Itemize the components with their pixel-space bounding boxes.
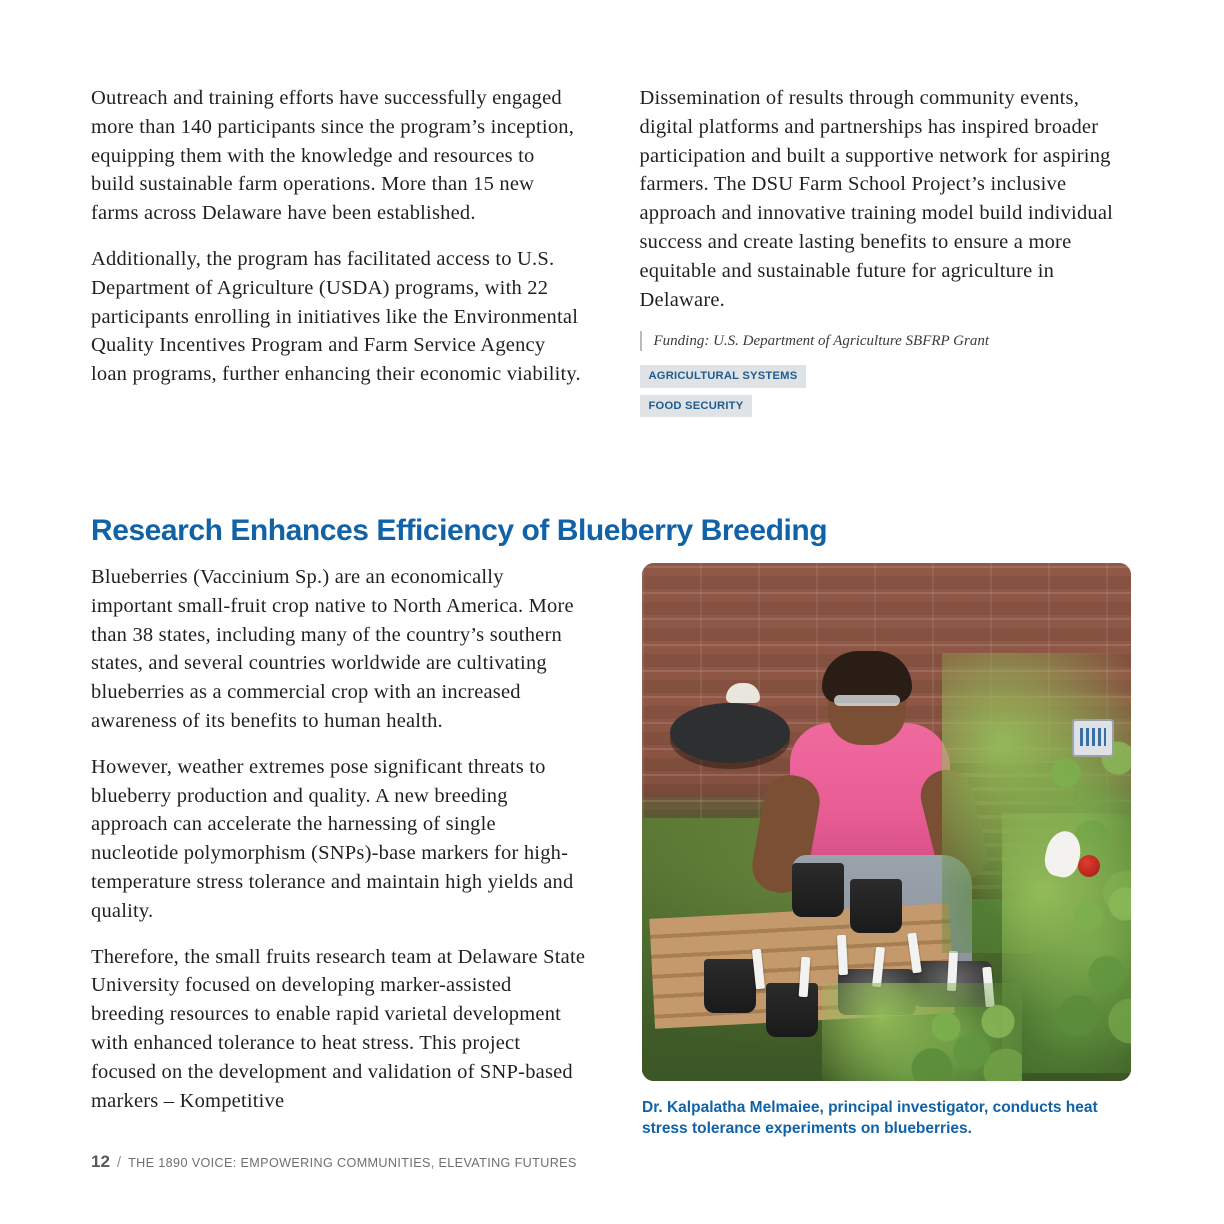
- measurement-device: [1072, 719, 1114, 757]
- ground-foliage: [822, 983, 1022, 1081]
- tag-agricultural-systems[interactable]: AGRICULTURAL SYSTEMS: [640, 365, 807, 387]
- footer-title: THE 1890 VOICE: EMPOWERING COMMUNITIES, ELEVATING FUTURES: [128, 1156, 577, 1170]
- lamp-shade: [726, 683, 760, 703]
- section-heading: Research Enhances Efficiency of Blueberry Breeding: [91, 514, 828, 547]
- page-number: 12: [91, 1152, 110, 1171]
- article-text-column: [91, 563, 586, 1139]
- footer-separator: /: [116, 1154, 122, 1171]
- article-body-section: [91, 563, 1131, 1139]
- tag-row: [640, 395, 1132, 424]
- figure-caption: Dr. Kalpalatha Melmaiee, principal investigator, conducts heat stress tolerance experiments on blueberries.: [642, 1099, 1098, 1137]
- bush-foliage: [822, 983, 1022, 1081]
- paragraph: Therefore, the small fruits research team at Delaware State University focused on developing marker-assisted breeding resources to enable rapid varietal development with enhanced tolerance to heat stress. This project focused on the development and validation of SNP-based markers – Kompetitive: [91, 945, 586, 1112]
- paragraph: Dissemination of results through community events, digital platforms and partnerships has inspired broader participation and built a supportive network for aspiring farmers. The DSU Farm School Project’s inclusive approach and innovative training model build individual success and create lasting benefits to ensure a more equitable and sustainable future for agriculture in Delaware.: [639, 87, 1114, 311]
- eyeglasses-icon: [834, 695, 900, 706]
- paragraph: Additionally, the program has facilitated access to U.S. Department of Agriculture (USDA) programs, with 22 participants enrolling in initiatives like the Environmental Quality Incentives Program and Farm Service Agency loan programs, further enhancing their economic viability.: [91, 247, 581, 386]
- tag-list: [640, 365, 1132, 423]
- plant-pot: [850, 879, 902, 933]
- paragraph: However, weather extremes pose significant threats to blueberry production and quality. A new breeding approach can accelerate the harnessing of single nucleotide polymorphism (SNPs)-base markers for high-temperature stress tolerance and maintain high yields and quality.: [91, 755, 574, 922]
- plant-pot: [704, 959, 756, 1013]
- plant-pot: [766, 983, 818, 1037]
- top-two-column-section: [91, 84, 1131, 424]
- funding-note: Funding: U.S. Department of Agriculture SBFRP Grant: [640, 331, 1132, 351]
- tag-food-security[interactable]: FOOD SECURITY: [640, 395, 753, 417]
- photo-figure: [642, 563, 1131, 1081]
- paragraph: Outreach and training efforts have successfully engaged more than 140 participants since the program’s inception, equipping them with the knowledge and resources to build sustainable farm operations. More than 15 new farms across Delaware have been established.: [91, 87, 575, 225]
- round-table: [670, 703, 790, 763]
- page-footer: [91, 1152, 577, 1172]
- plant-pot: [792, 863, 844, 917]
- column-left: [91, 84, 583, 424]
- paragraph: Blueberries (Vaccinium Sp.) are an economically important small-fruit crop native to North America. More than 38 states, including many of the country’s southern states, and several countries worldwide are cultivating blueberries as a commercial crop with an increased awareness of its benefits to human health.: [91, 566, 574, 732]
- figure-column: [642, 563, 1131, 1139]
- red-marker-dot: [1078, 855, 1100, 877]
- column-right: [640, 84, 1132, 424]
- tag-row: [640, 365, 1132, 394]
- photo-image: [642, 563, 1131, 1081]
